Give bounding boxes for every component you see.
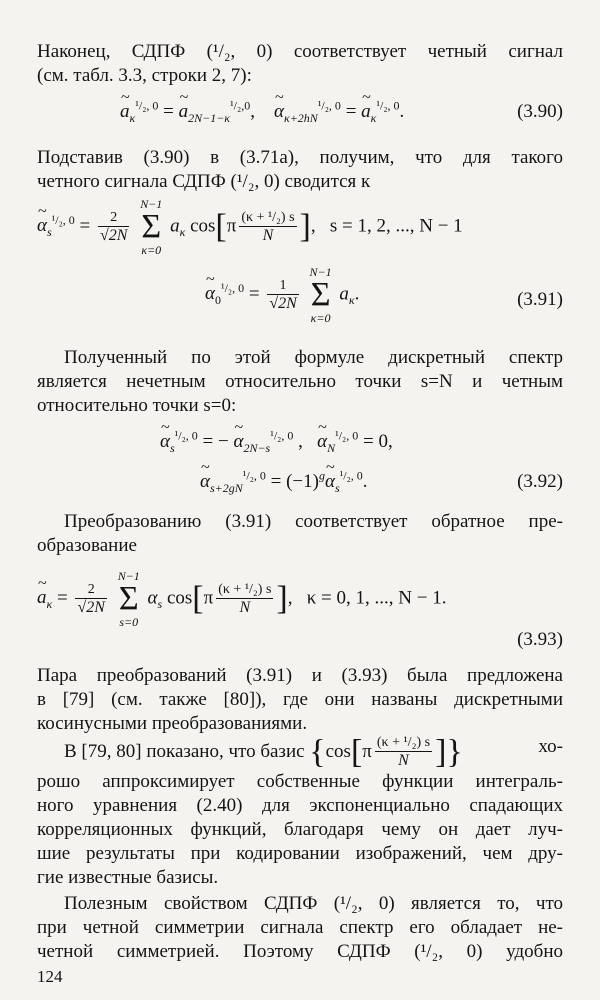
equation-3-92-line2: ~ $\alpha_{s+2gN}^{^1/_2, 0}$ = $(-1)^g\sim$ $\alpha_s^{^1/_2, 0}$. xyxy=(200,470,368,494)
text-line: является нечетным относительно точки s=N и четным xyxy=(37,371,563,392)
text-line: косинусными преобразованиями. xyxy=(37,713,308,734)
equation-3-91-main: ~ $\alpha_s^{^1/_2, 0}$ = $\frac{2}{√2N}$ N−1 Σ κ=0 $a_\kappa$ cos[π $\frac{\text{(κ + ¹/₂) s}}{N}$ ], s = 1, 2, ..., N − 1 xyxy=(37,198,463,256)
text-line: Преобразованию (3.91) соответствует обратное пре- xyxy=(64,511,563,532)
text-line: корреляционных функций, благодаря чему он дает луч- xyxy=(37,819,563,840)
text-line: Наконец, СДПФ (¹/₂, 0) соответствует четный сигнал xyxy=(37,41,563,62)
equation-number: (3.91) xyxy=(517,289,563,310)
equation-3-92-line1: ~ $\alpha_s^{^1/_2, 0}$ = − ~ $\alpha_{2N-s}^{^1/_2, 0}$ , ~ $\alpha_N^{^1/_2, 0} = 0$, xyxy=(160,430,393,454)
text-line: Полезным свойством СДПФ (¹/₂, 0) является то, что xyxy=(64,893,563,914)
equation-number: (3.93) xyxy=(517,629,563,650)
sum-lower-s: s=0 xyxy=(119,615,139,629)
text-line: четной симметрией. Поэтому СДПФ (¹/₂, 0) удобно xyxy=(37,941,563,962)
text-line-with-formula: В [79, 80] показано, что базис {cos[π $\frac{\text{(κ + ¹/₂) s}}{N}$ ]} хо- xyxy=(64,733,563,771)
text-line: Подставив (3.90) в (3.71а), получим, что для такого xyxy=(37,147,563,168)
sum-lower: κ=0 xyxy=(141,243,162,257)
equation-3-91-zero: ~ $\alpha_0^{^1/_2, 0}$ = $\frac{1}{√2N}$ N−1 Σ κ=0 $a_\kappa$. xyxy=(205,266,359,324)
equation-3-90: ~ $a_\kappa^{^1/_2, 0}$ = ~ $a_{2N-1-\kappa}^{^1/_2,0}$, ~ $\alpha_{\kappa+2hN}^{^1/_2, 0}$ = ~ $a_\kappa^{^1/_2, 0}$. xyxy=(120,100,404,124)
equation-3-93: ~ $a_\kappa$ = $\frac{2}{√2N}$ N−1 Σ s=0 $\alpha_s$ cos[π $\frac{\text{(κ + ¹/₂) s}}{N}$ ], κ = 0, 1, ..., N − 1. xyxy=(37,570,446,628)
text-line: в [79] (см. также [80]), где они названы дискретными xyxy=(37,689,563,710)
text-line: образование xyxy=(37,535,137,556)
text-line: Пара преобразований (3.91) и (3.93) была предложена xyxy=(37,665,563,686)
text-line: гие известные базисы. xyxy=(37,867,219,888)
text-line: шие результаты при кодировании изображений, чем дру- xyxy=(37,843,563,864)
text-fragment: хо- xyxy=(538,736,563,757)
text-line: ного уравнения (2.40) для экспоненциально спадающих xyxy=(37,795,563,816)
text-line: (см. табл. 3.3, строки 2, 7): xyxy=(37,65,252,86)
range-k: κ = 0, 1, ..., N − 1. xyxy=(306,587,447,609)
text-line: четного сигнала СДПФ (¹/₂, 0) сводится к xyxy=(37,171,371,192)
text-line: Полученный по этой формуле дискретный спектр xyxy=(64,347,563,368)
text-line: рошо аппроксимирует собственные функции интеграль- xyxy=(37,771,563,792)
text-fragment: В [79, 80] показано, что базис xyxy=(64,740,305,762)
sum-upper: N−1 xyxy=(140,197,163,211)
equation-number: (3.92) xyxy=(517,471,563,492)
page-number: 124 xyxy=(37,967,63,986)
equation-number: (3.90) xyxy=(517,101,563,122)
range-s: s = 1, 2, ..., N − 1 xyxy=(329,215,463,237)
text-line: при четной симметрии сигнала спектр его обладает не- xyxy=(37,917,563,938)
text-line: относительно точки s=0: xyxy=(37,395,237,416)
